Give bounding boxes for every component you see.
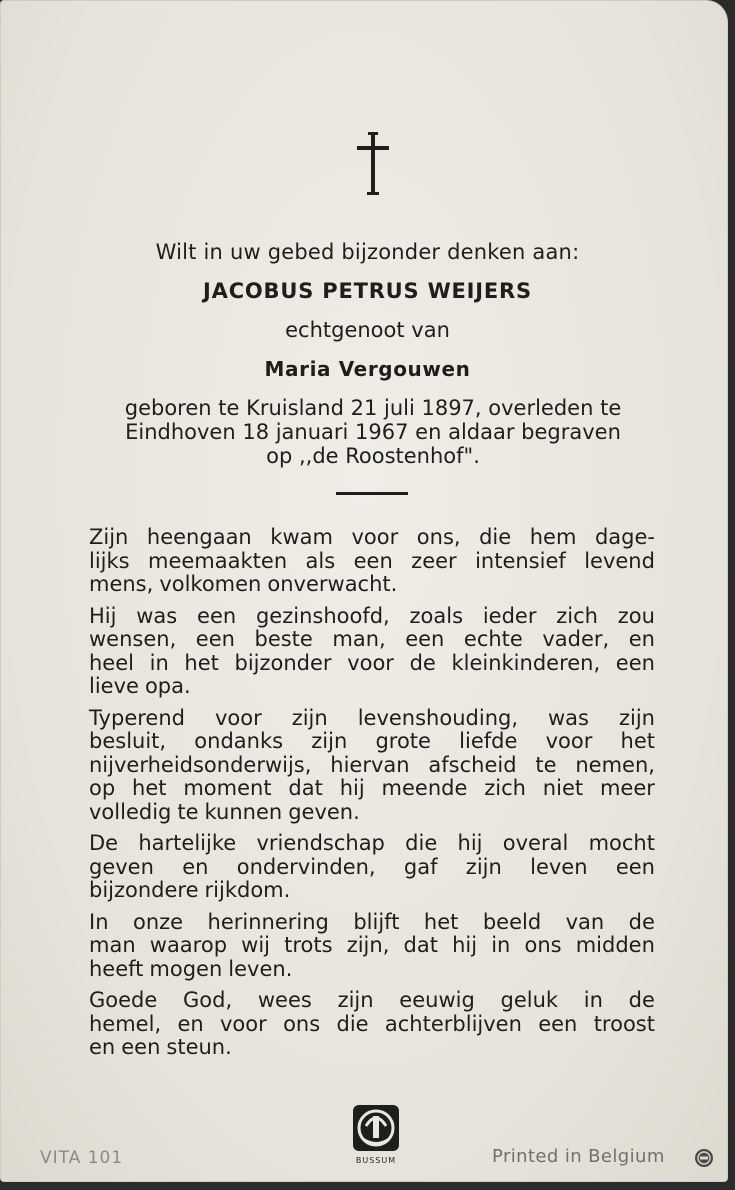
text-line: lijks meemaakten als een zeer intensief levend xyxy=(89,548,655,573)
memorial-paragraph xyxy=(89,911,655,982)
memorial-text xyxy=(89,526,655,1068)
spouse-name: Maria Vergouwen xyxy=(264,357,471,381)
text-line: wensen, een beste man, een echte vader, en xyxy=(89,627,655,651)
text-line: man waarop wij trots zijn, dat hij in ons midden xyxy=(89,933,655,957)
memorial-paragraph xyxy=(89,832,655,903)
text-line: hemel, en voor ons die achterblijven een troost xyxy=(89,1011,655,1036)
memorial-paragraph xyxy=(89,605,655,699)
text-line: mens, volkomen onverwacht. xyxy=(89,572,398,596)
text-line: lieve opa. xyxy=(89,674,191,698)
birth-line: op ,,de Roostenhof". xyxy=(266,444,480,468)
text-line: heel in het bijzonder voor de kleinkinderen, een xyxy=(89,650,655,675)
text-line: De hartelijke vriendschap die hij overal mocht xyxy=(89,831,655,855)
text-line: bijzondere rijkdom. xyxy=(89,878,291,902)
text-line: geven en ondervinden, gaf zijn leven een xyxy=(89,854,655,879)
text-line: Typerend voor zijn levenshouding, was zijn xyxy=(89,705,655,730)
relation-text: echtgenoot van xyxy=(285,318,450,342)
text-line: Goede God, wees zijn eeuwig geluk in de xyxy=(89,988,655,1012)
mondial-publisher-logo-icon xyxy=(352,1104,400,1152)
text-line: Hij was een gezinshoofd, zoals ieder zich zou xyxy=(89,603,655,628)
text-line: In onze herinnering blijft het beeld van de xyxy=(89,909,655,934)
text-line: nijverheidsonderwijs, hiervan afscheid te nemen, xyxy=(89,752,655,777)
text-line: Zijn heengaan kwam voor ons, die hem dage- xyxy=(89,525,655,549)
text-line: heeft mogen leven. xyxy=(89,956,293,981)
printed-in-label: Printed in Belgium xyxy=(492,1146,665,1167)
memorial-paragraph xyxy=(89,526,655,597)
intro-text: Wilt in uw gebed bijzonder denken aan: xyxy=(155,240,580,264)
cross-icon xyxy=(353,132,393,196)
text-line: besluit, ondanks zijn grote liefde voor het xyxy=(89,729,655,753)
printer-seal-icon xyxy=(694,1148,714,1168)
birth-line: Eindhoven 18 januari 1967 en aldaar begraven xyxy=(125,420,621,444)
birth-death-details xyxy=(90,396,656,468)
birth-line: geboren te Kruisland 21 juli 1897, overleden te xyxy=(124,396,622,420)
text-line: volledig te kunnen geven. xyxy=(89,799,360,824)
vita-number: VITA 101 xyxy=(40,1148,124,1168)
publisher-city: BUSSUM xyxy=(355,1156,397,1165)
memorial-paragraph xyxy=(89,989,655,1060)
text-line: en een steun. xyxy=(89,1035,232,1059)
memorial-paragraph xyxy=(89,707,655,825)
text-line: op het moment dat hij meende zich niet meer xyxy=(89,776,655,800)
divider-rule xyxy=(336,492,408,495)
deceased-name: JACOBUS PETRUS WEIJERS xyxy=(203,279,532,303)
